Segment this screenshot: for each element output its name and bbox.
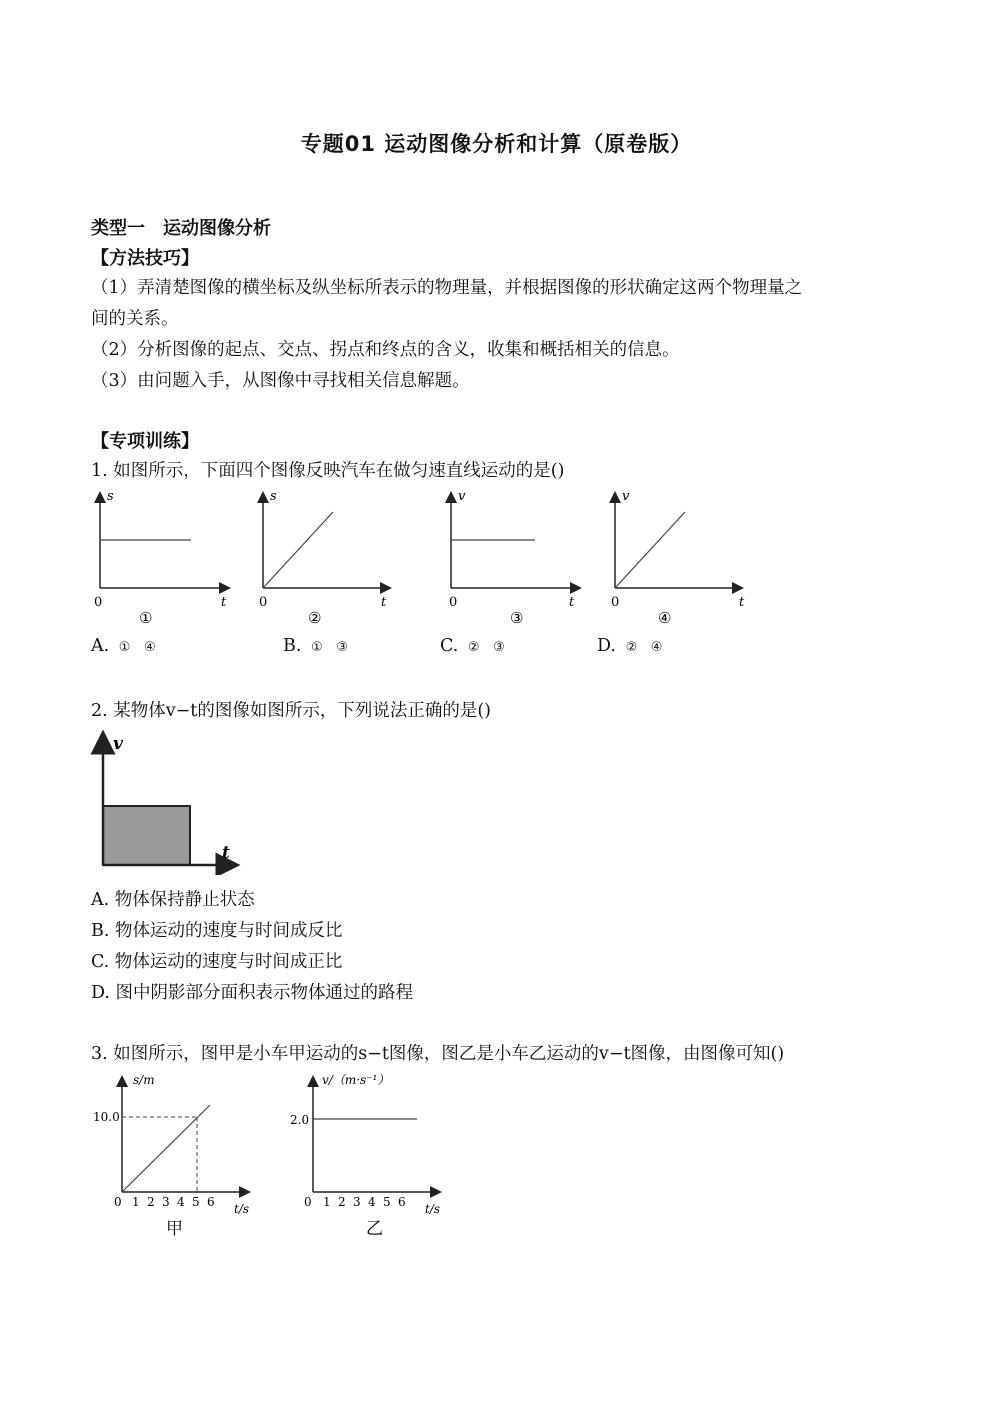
q1-option-a[interactable] (91, 636, 156, 656)
q1-option-a-label: A. (91, 636, 110, 656)
q1-option-b-first: ① (311, 640, 323, 655)
q1-graph-4 (611, 489, 745, 627)
q3-jia-yvalue: 10.0 (93, 1110, 120, 1124)
q1-g3-ylabel: v (458, 489, 466, 504)
q3-jia-caption: 甲 (166, 1219, 183, 1239)
q2-xlabel: t (222, 843, 230, 863)
q1-option-d-first: ② (625, 640, 638, 655)
q2-ylabel: v (113, 734, 123, 754)
q1-option-d[interactable] (597, 636, 662, 656)
q1-graphs (85, 486, 765, 634)
q1-g3-number: ③ (510, 609, 524, 627)
method-heading: 【方法技巧】 (91, 248, 199, 269)
q1-option-d-second: ④ (650, 640, 663, 655)
q3-jia-ylabel: s/m (133, 1073, 155, 1087)
q3-jia-tick-6: 6 (207, 1195, 215, 1209)
q1-g1-xlabel: t (221, 595, 227, 610)
q3-yi-yvalue: 2.0 (290, 1113, 310, 1127)
page-title: 专题01 运动图像分析和计算（原卷版） (300, 132, 693, 156)
q3-yi-tick-0: 0 (304, 1195, 312, 1209)
q1-graph-2 (259, 489, 389, 627)
q1-option-a-second: ④ (144, 640, 156, 655)
section-heading: 类型一 运动图像分析 (91, 218, 271, 239)
q1-g1-origin: 0 (94, 595, 103, 610)
q1-g4-number: ④ (658, 609, 672, 627)
q1-g1-ylabel: s (107, 489, 114, 504)
q1-g2-origin: 0 (259, 595, 268, 610)
q1-graph-3 (449, 489, 579, 627)
q1-g3-xlabel: t (569, 595, 575, 610)
q3-yi-tick-5: 5 (383, 1195, 391, 1209)
q3-jia-tick-1: 1 (132, 1195, 140, 1209)
tip-line-1: （1）弄清楚图像的横坐标及纵坐标所表示的物理量，并根据图像的形状确定这两个物理量之 (91, 278, 803, 298)
tip-line-2: 间的关系。 (91, 309, 179, 329)
q2-option-c[interactable]: C. 物体运动的速度与时间成正比 (91, 952, 343, 972)
q3-graph-yi (290, 1073, 440, 1239)
q3-yi-tick-2: 2 (338, 1195, 346, 1209)
q3-jia-xlabel: t/s (234, 1202, 250, 1216)
q3-yi-tick-4: 4 (368, 1195, 376, 1209)
q2-shaded-area (103, 806, 190, 865)
q3-jia-tick-3: 3 (162, 1195, 170, 1209)
q1-graph-1 (94, 489, 228, 627)
training-heading: 【专项训练】 (91, 431, 199, 452)
q2-graph (90, 727, 250, 875)
tip-line-3: （2）分析图像的起点、交点、拐点和终点的含义，收集和概括相关的信息。 (91, 340, 680, 360)
q3-graphs (88, 1068, 463, 1240)
q3-jia-tick-0: 0 (114, 1195, 122, 1209)
q1-g4-xlabel: t (739, 595, 745, 610)
q1-g2-xlabel: t (381, 595, 387, 610)
q1-stem: 1. 如图所示，下面四个图像反映汽车在做匀速直线运动的是() (91, 461, 565, 481)
q1-option-b[interactable] (283, 636, 348, 656)
q1-g3-origin: 0 (449, 595, 458, 610)
q3-yi-caption: 乙 (366, 1219, 383, 1239)
q1-option-a-first: ① (118, 640, 131, 655)
q3-yi-tick-6: 6 (398, 1195, 406, 1209)
q1-g2-ylabel: s (270, 489, 277, 504)
q3-stem: 3. 如图所示，图甲是小车甲运动的s−t图像，图乙是小车乙运动的v−t图像，由图像可知() (91, 1044, 785, 1064)
q3-jia-tick-4: 4 (177, 1195, 185, 1209)
q1-g4-ylabel: v (622, 489, 630, 504)
q2-option-a[interactable]: A. 物体保持静止状态 (91, 890, 255, 910)
q3-yi-tick-1: 1 (323, 1195, 331, 1209)
q2-option-b[interactable]: B. 物体运动的速度与时间成反比 (91, 921, 343, 941)
q1-option-b-label: B. (283, 636, 302, 656)
q3-jia-tick-2: 2 (147, 1195, 155, 1209)
q1-option-c[interactable] (440, 636, 505, 656)
tip-line-4: （3）由问题入手，从图像中寻找相关信息解题。 (91, 371, 470, 391)
q1-g1-number: ① (139, 609, 153, 627)
q1-g4-origin: 0 (611, 595, 620, 610)
q2-option-d[interactable]: D. 图中阴影部分面积表示物体通过的路程 (91, 983, 414, 1003)
q2-stem: 2. 某物体v−t的图像如图所示，下列说法正确的是() (91, 701, 491, 721)
q1-option-c-first: ② (467, 640, 480, 655)
q1-option-b-second: ③ (336, 640, 348, 655)
q1-g2-number: ② (308, 609, 322, 627)
q1-option-c-second: ③ (493, 640, 505, 655)
q1-option-c-label: C. (440, 636, 459, 656)
q3-graph-jia (93, 1073, 249, 1239)
q3-yi-tick-3: 3 (353, 1195, 361, 1209)
q1-option-d-label: D. (597, 636, 616, 656)
q3-jia-tick-5: 5 (192, 1195, 200, 1209)
q3-yi-ylabel: v/（m·s⁻¹） (322, 1073, 390, 1087)
q3-yi-xlabel: t/s (425, 1202, 441, 1216)
